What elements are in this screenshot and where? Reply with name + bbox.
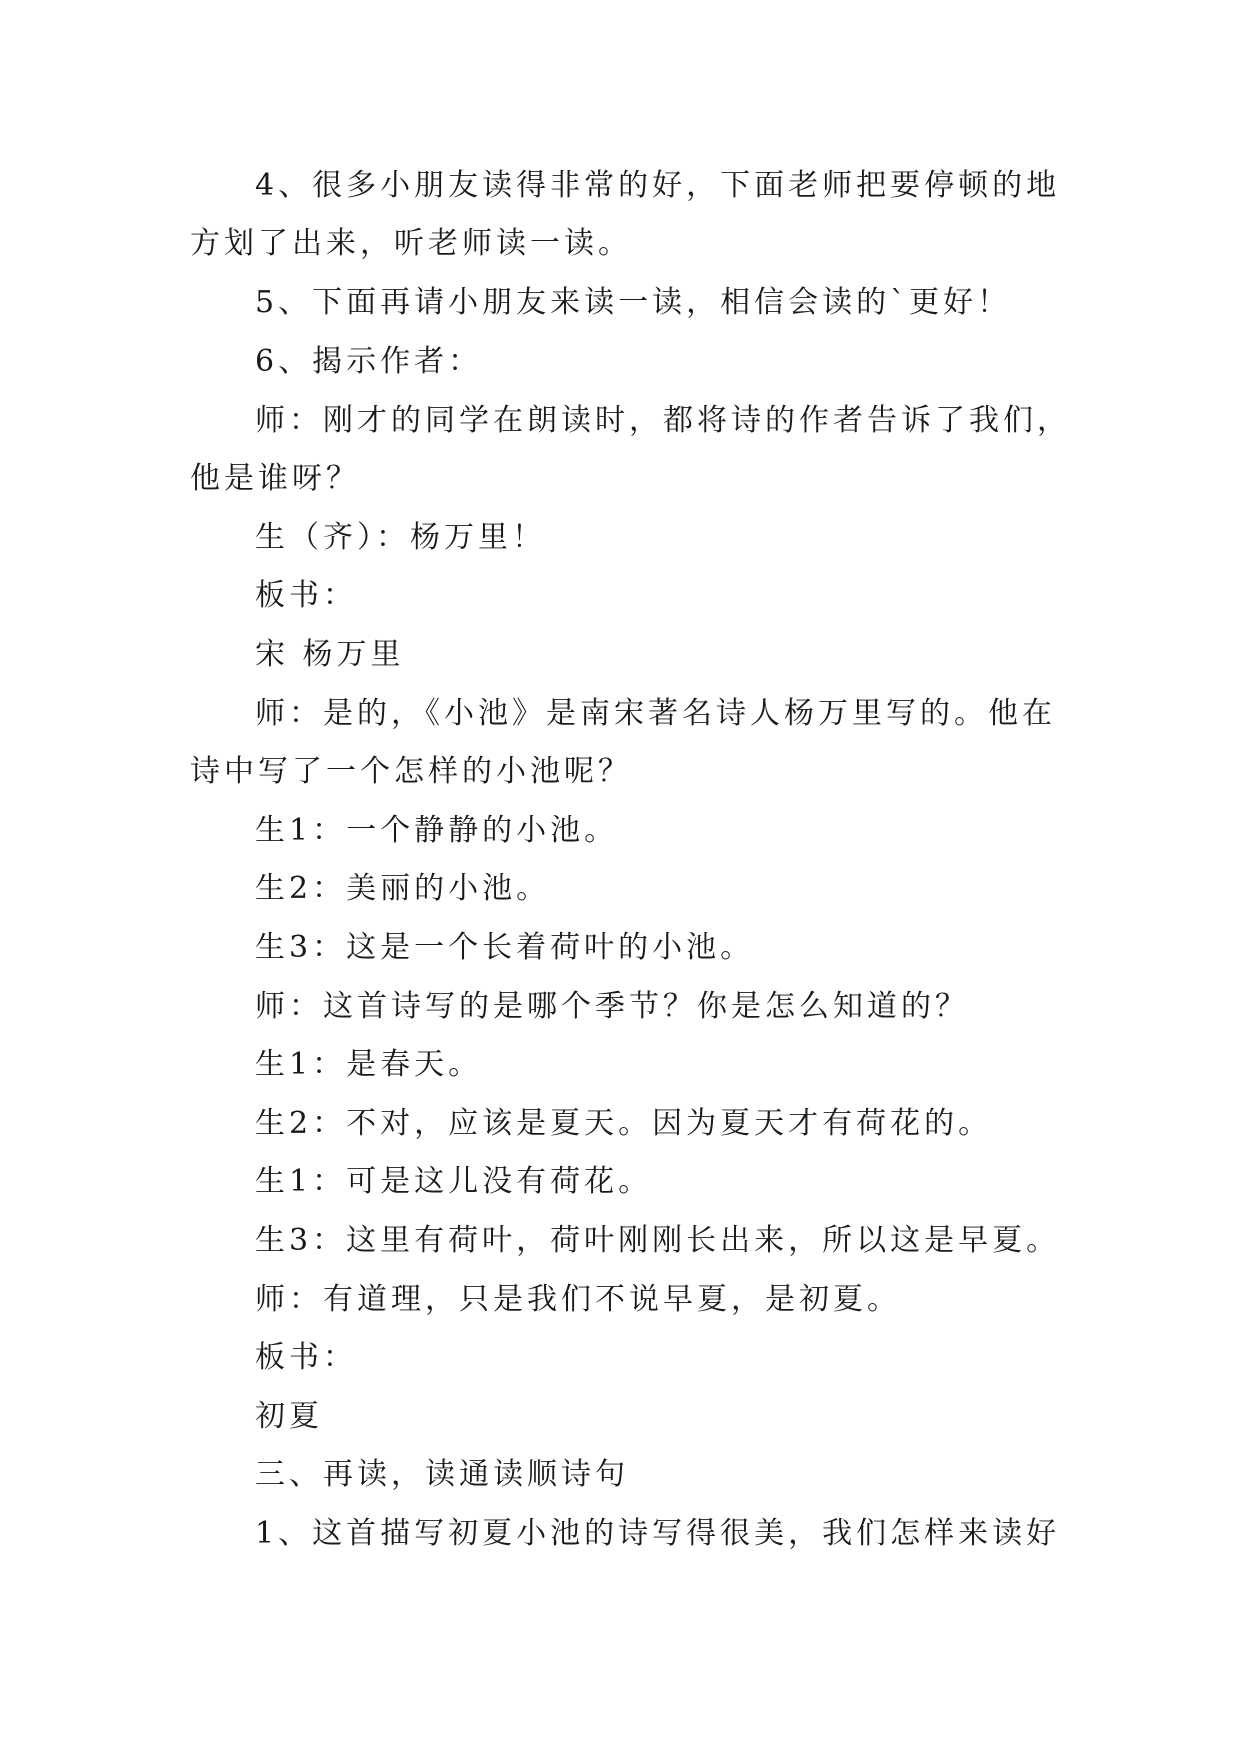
paragraph-line: 生（齐）：杨万里！	[255, 520, 546, 555]
paragraph-line: 三、再读，读通读顺诗句	[255, 1457, 629, 1492]
paragraph-line: 师：刚才的同学在朗读时，都将诗的作者告诉了我们，	[255, 403, 1071, 438]
paragraph-line: 初夏	[255, 1399, 323, 1434]
paragraph-line: 方划了出来，听老师读一读。	[190, 226, 632, 261]
paragraph-line: 板书：	[255, 1340, 357, 1375]
paragraph-line: 生3：这是一个长着荷叶的小池。	[255, 930, 755, 965]
paragraph-line: 板书：	[255, 578, 357, 613]
paragraph-line: 他是谁呀？	[190, 461, 360, 496]
paragraph-line: 生3：这里有荷叶，荷叶刚刚长出来，所以这是早夏。	[255, 1223, 1061, 1258]
paragraph-line: 6、揭示作者：	[255, 344, 483, 379]
paragraph-line: 生2：美丽的小池。	[255, 871, 551, 906]
paragraph-line: 5、下面再请小朋友来读一读，相信会读的`更好！	[255, 285, 1012, 320]
paragraph-line: 生1：是春天。	[255, 1047, 483, 1082]
paragraph-line: 生2：不对，应该是夏天。因为夏天才有荷花的。	[255, 1106, 993, 1141]
paragraph-line: 生1：一个静静的小池。	[255, 813, 619, 848]
paragraph-line: 4、很多小朋友读得非常的好，下面老师把要停顿的地	[255, 168, 1061, 203]
paragraph-line: 生1：可是这儿没有荷花。	[255, 1164, 653, 1199]
paragraph-line: 宋 杨万里	[255, 637, 405, 672]
paragraph-line: 师：是的，《小池》是南宋著名诗人杨万里写的。他在	[255, 696, 1056, 731]
paragraph-line: 诗中写了一个怎样的小池呢？	[190, 754, 632, 789]
paragraph-line: 1、这首描写初夏小池的诗写得很美，我们怎样来读好	[255, 1516, 1061, 1551]
paragraph-line: 师：有道理，只是我们不说早夏，是初夏。	[255, 1282, 901, 1317]
paragraph-line: 师：这首诗写的是哪个季节？你是怎么知道的？	[255, 989, 969, 1024]
